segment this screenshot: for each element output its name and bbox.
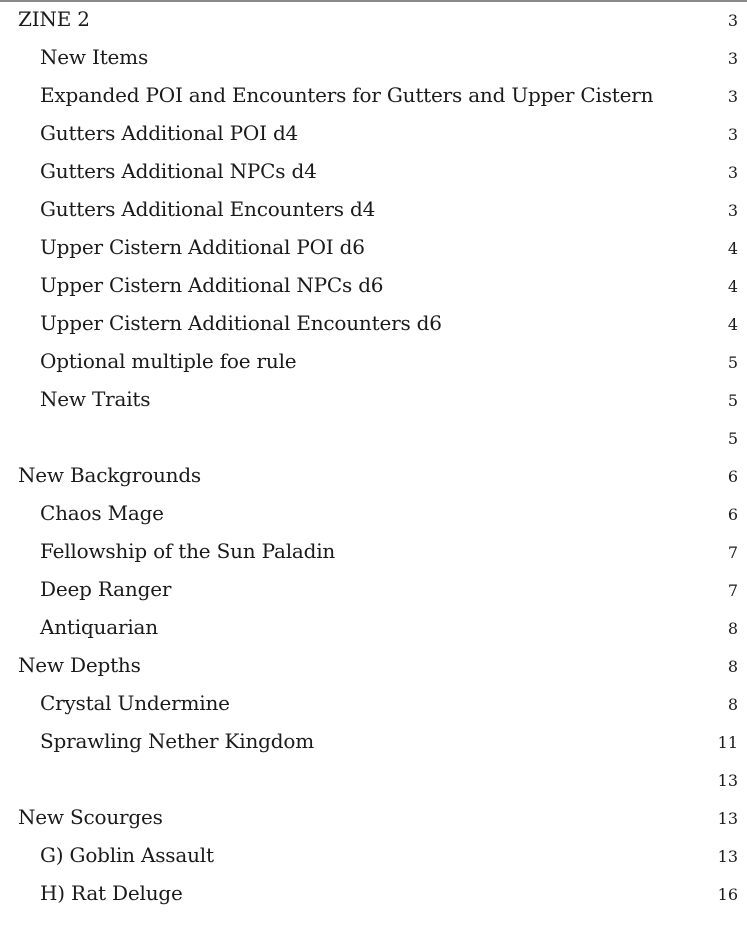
toc-entry-page: 4 [727,315,738,334]
toc-entry-title[interactable]: Gutters Additional Encounters d4 [40,197,376,221]
toc-entry-zine-2[interactable] [0,0,747,38]
toc-entry-page: 7 [727,581,738,600]
toc-entry-page: 3 [727,87,738,106]
toc-entry-page: 13 [717,847,738,866]
toc-entry-page: 5 [727,353,738,372]
toc-entry-title[interactable]: Deep Ranger [40,577,172,601]
toc-entry-expanded-poi[interactable] [0,76,747,114]
toc-entry-title[interactable]: Upper Cistern Additional Encounters d6 [40,311,442,335]
toc-entry-page: 4 [727,277,738,296]
toc-entry-gutters-npcs[interactable] [0,152,747,190]
toc-entry-antiquarian[interactable] [0,608,747,646]
toc-entry-new-backgrounds[interactable] [0,456,747,494]
toc-entry-title[interactable]: Antiquarian [40,615,158,639]
toc-entry-rat-deluge[interactable] [0,874,747,912]
toc-entry-title[interactable]: Upper Cistern Additional POI d6 [40,235,365,259]
toc-entry-title[interactable]: Gutters Additional NPCs d4 [40,159,317,183]
toc-entry-page: 3 [727,125,738,144]
toc-entry-title[interactable]: New Backgrounds [18,463,201,487]
toc-entry-deep-ranger[interactable] [0,570,747,608]
toc-entry-multiple-foe-rule[interactable] [0,342,747,380]
toc-entry-page: 13 [717,809,738,828]
toc-entry-title[interactable]: New Depths [18,653,141,677]
toc-entry-upper-cistern-poi[interactable] [0,228,747,266]
toc-entry-title[interactable]: H) Rat Deluge [40,881,183,905]
toc-entry-page: 8 [727,657,738,676]
toc-entry-title[interactable]: ZINE 2 [18,7,90,31]
toc-entry-upper-cistern-encounters[interactable] [0,304,747,342]
toc-entry-page: 11 [717,733,738,752]
toc-entry-title[interactable]: New Scourges [18,805,163,829]
toc-entry-new-items[interactable] [0,38,747,76]
toc-entry-page: 16 [717,885,738,904]
toc-entry-title[interactable]: G) Goblin Assault [40,843,214,867]
toc-entry-new-depths[interactable] [0,646,747,684]
toc-entry-page: 6 [727,505,738,524]
toc-entry-title[interactable]: Sprawling Nether Kingdom [40,729,314,753]
toc-entry-gutters-poi[interactable] [0,114,747,152]
toc-entry-page: 7 [727,543,738,562]
toc-entry-crystal-undermine[interactable] [0,684,747,722]
toc-entry-title[interactable]: New Items [40,45,149,69]
toc-entry-page: 6 [727,467,738,486]
toc-entry-page: 3 [727,201,738,220]
toc-entry-title[interactable]: Gutters Additional POI d4 [40,121,299,145]
toc-entry-page: 13 [717,771,738,790]
toc-entry-title[interactable]: Expanded POI and Encounters for Gutters and Upper Cistern [40,83,654,107]
toc-entry-page: 3 [727,11,738,30]
toc-entry-new-traits[interactable] [0,380,747,418]
toc-entry-untitled[interactable] [0,418,747,456]
toc-entry-goblin-assault[interactable] [0,836,747,874]
toc-entry-title[interactable]: Fellowship of the Sun Paladin [40,539,336,563]
toc-entry-sun-paladin[interactable] [0,532,747,570]
toc-entry-title[interactable]: Upper Cistern Additional NPCs d6 [40,273,384,297]
toc-entry-upper-cistern-npcs[interactable] [0,266,747,304]
toc-entry-title[interactable]: Crystal Undermine [40,691,230,715]
toc-entry-page: 8 [727,619,738,638]
toc-entry-new-scourges[interactable] [0,798,747,836]
toc-entry-title[interactable]: New Traits [40,387,151,411]
toc-entry-page: 5 [727,391,738,410]
toc-entry-page: 3 [727,49,738,68]
toc-entry-page: 3 [727,163,738,182]
toc-entry-title[interactable]: Chaos Mage [40,501,164,525]
toc-entry-chaos-mage[interactable] [0,494,747,532]
toc-entry-page: 4 [727,239,738,258]
toc-entry-untitled[interactable] [0,760,747,798]
toc-entry-page: 5 [727,429,738,448]
toc-entry-page: 8 [727,695,738,714]
toc-entry-title[interactable]: Optional multiple foe rule [40,349,297,373]
toc-entry-nether-kingdom[interactable] [0,722,747,760]
toc-entry-gutters-encounters[interactable] [0,190,747,228]
